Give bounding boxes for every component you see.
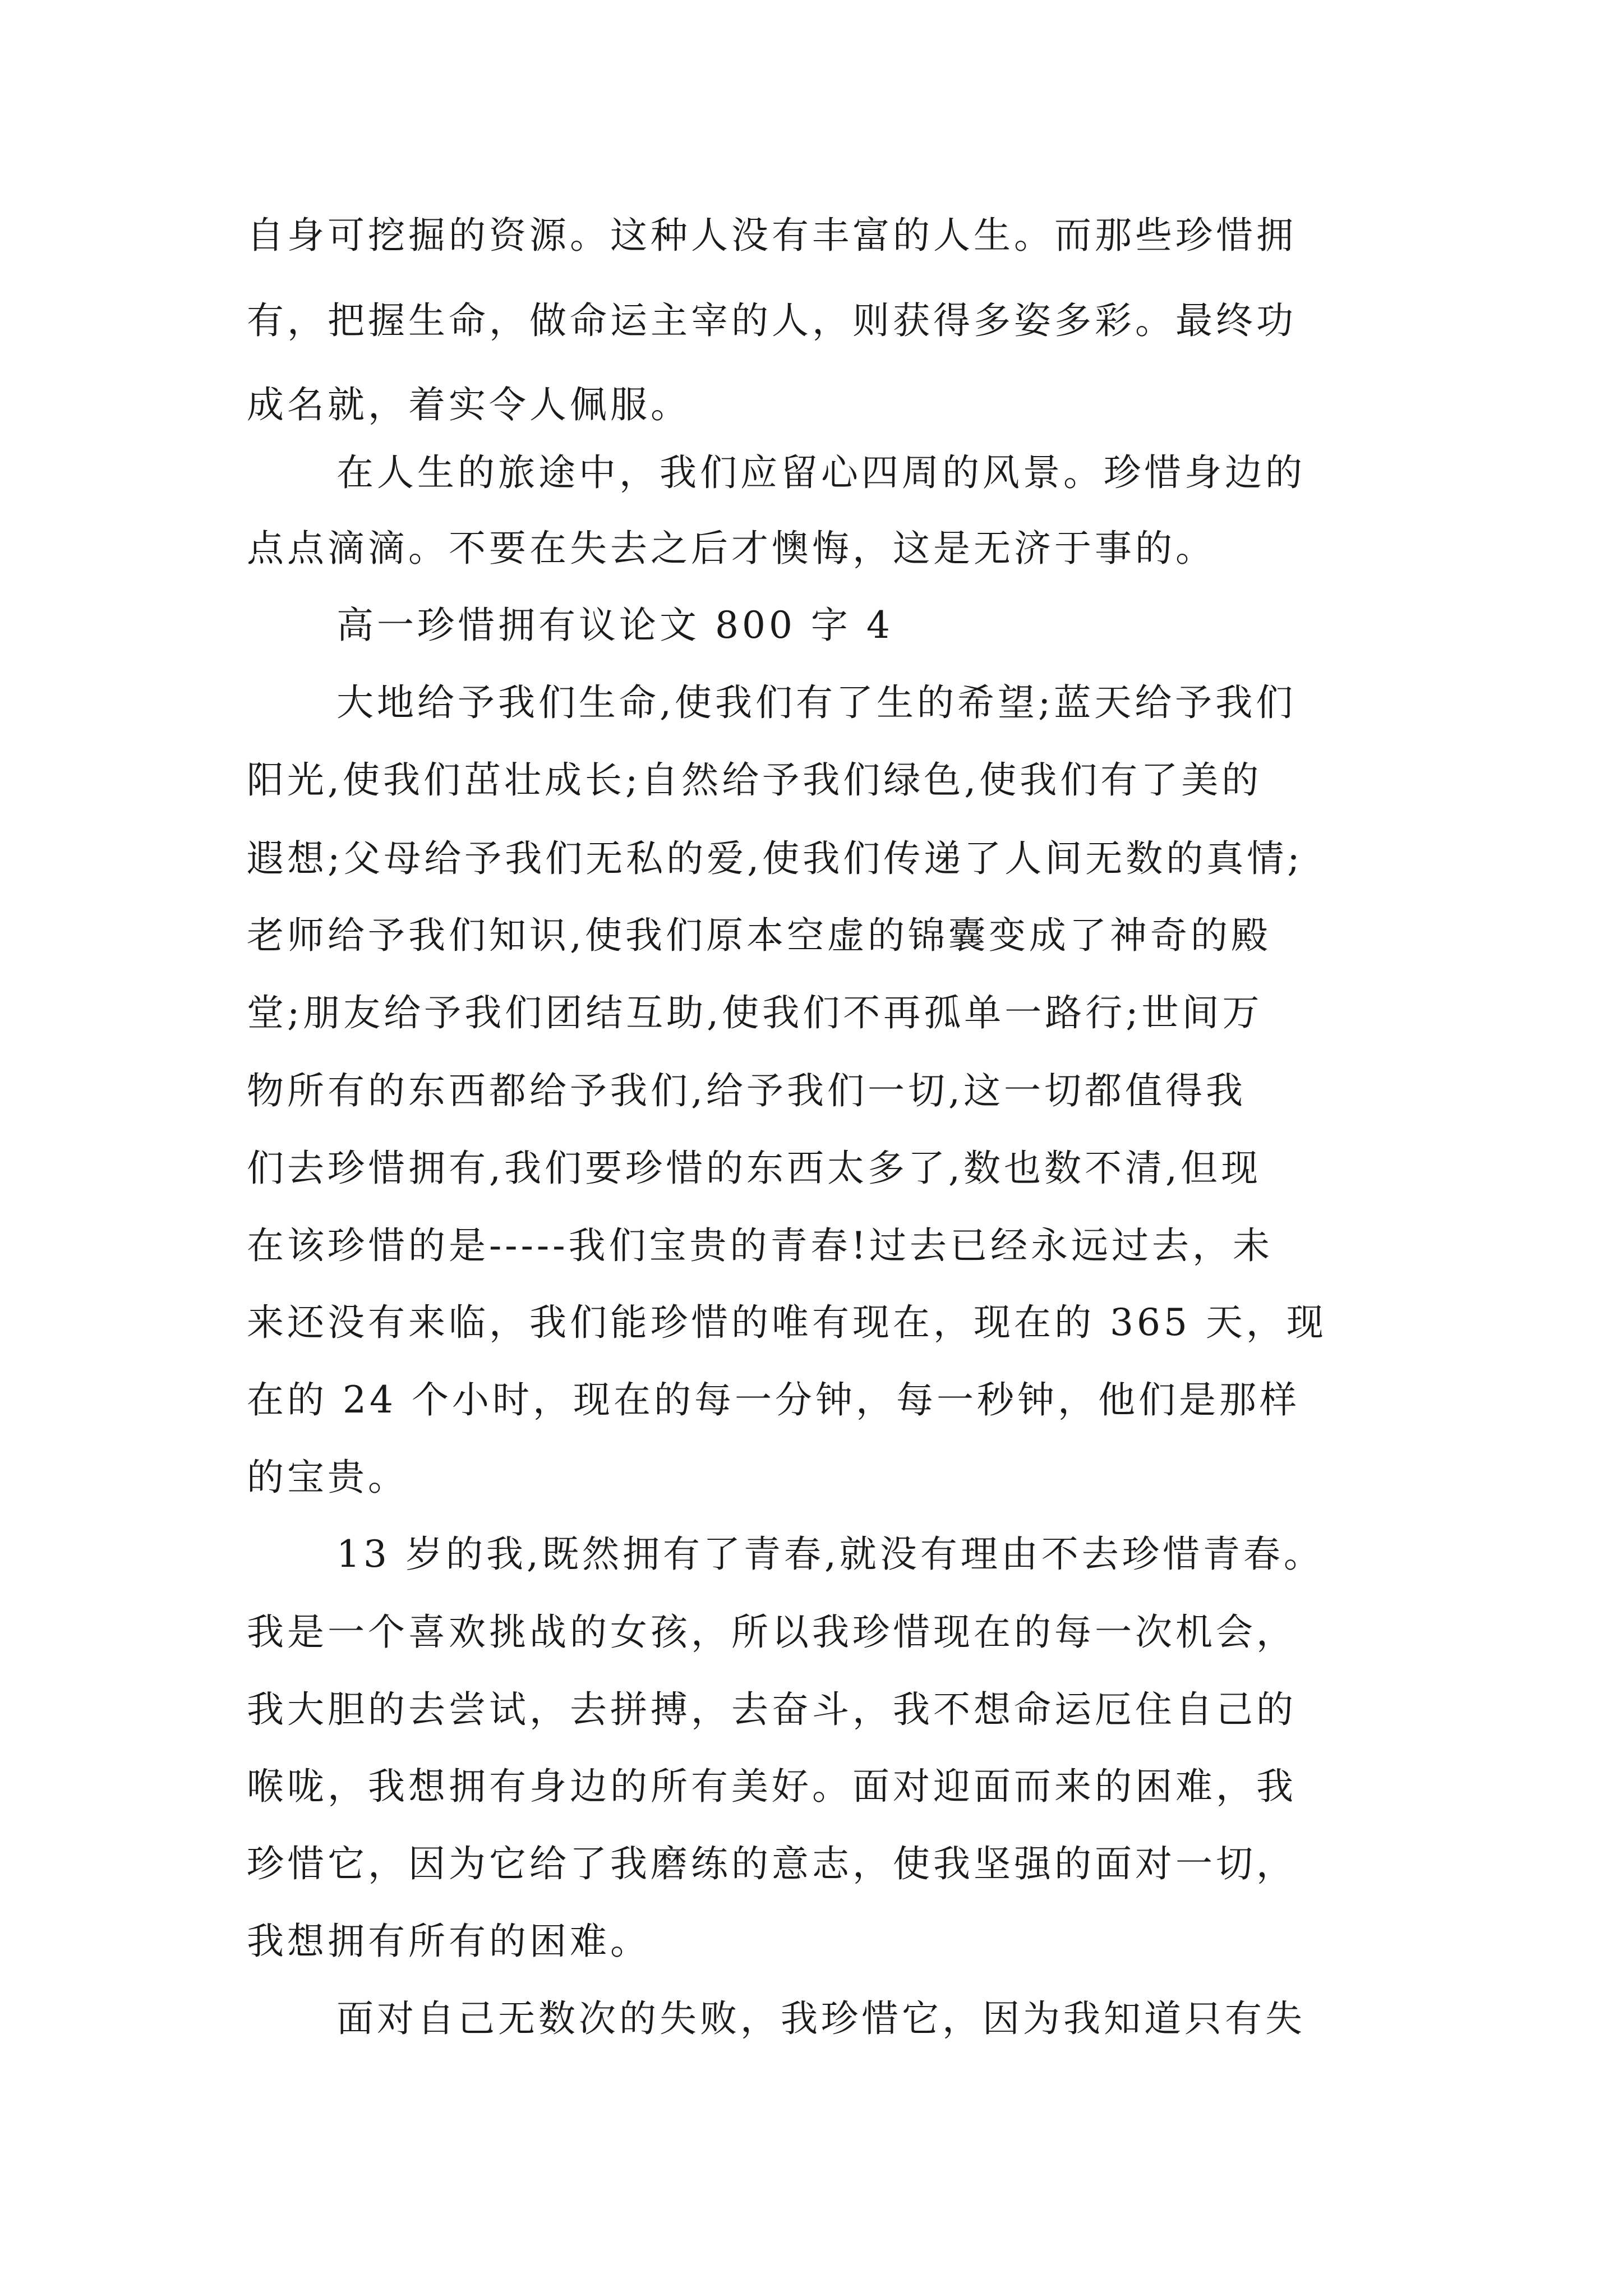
text-line: 在的 24 个小时，现在的每一分钟，每一秒钟，他们是那样	[247, 1378, 1300, 1421]
text-line: 来还没有来临，我们能珍惜的唯有现在，现在的 365 天，现	[247, 1301, 1327, 1344]
text-line: 堂;朋友给予我们团结互助,使我们不再孤单一路行;世间万	[247, 991, 1263, 1034]
text-line: 点点滴滴。不要在失去之后才懊悔，这是无济于事的。	[247, 527, 1216, 570]
paragraph-first-line: 面对自己无数次的失败，我珍惜它，因为我知道只有失	[336, 1997, 1306, 2040]
text-line: 在该珍惜的是-----我们宝贵的青春!过去已经永远过去，未	[247, 1224, 1274, 1267]
text-line: 遐想;父母给予我们无私的爱,使我们传递了人间无数的真情;	[247, 837, 1303, 880]
paragraph-first-line: 13 岁的我,既然拥有了青春,就没有理由不去珍惜青春。	[336, 1533, 1324, 1576]
text-line: 有，把握生命，做命运主宰的人，则获得多姿多彩。最终功	[247, 299, 1297, 342]
text-line: 我是一个喜欢挑战的女孩，所以我珍惜现在的每一次机会，	[247, 1611, 1297, 1654]
text-line: 老师给予我们知识,使我们原本空虚的锦囊变成了神奇的殿	[247, 914, 1271, 957]
text-line: 成名就，着实令人佩服。	[247, 383, 691, 426]
paragraph-first-line: 大地给予我们生命,使我们有了生的希望;蓝天给予我们	[336, 681, 1297, 724]
text-line: 物所有的东西都给予我们,给予我们一切,这一切都值得我	[247, 1069, 1246, 1112]
paragraph-first-line: 在人生的旅途中，我们应留心四周的风景。珍惜身边的	[336, 451, 1306, 494]
text-line: 珍惜它，因为它给了我磨练的意志，使我坚强的面对一切，	[247, 1842, 1297, 1885]
text-line: 喉咙，我想拥有身边的所有美好。面对迎面而来的困难，我	[247, 1765, 1297, 1808]
text-line: 我想拥有所有的困难。	[247, 1920, 651, 1963]
text-line: 阳光,使我们茁壮成长;自然给予我们绿色,使我们有了美的	[247, 758, 1262, 802]
text-line: 的宝贵。	[247, 1456, 408, 1499]
text-line: 自身可挖掘的资源。这种人没有丰富的人生。而那些珍惜拥	[247, 214, 1297, 257]
section-heading: 高一珍惜拥有议论文 800 字 4	[336, 604, 893, 647]
text-line: 我大胆的去尝试，去拼搏，去奋斗，我不想命运厄住自己的	[247, 1688, 1297, 1731]
text-line: 们去珍惜拥有,我们要珍惜的东西太多了,数也数不清,但现	[247, 1147, 1261, 1190]
